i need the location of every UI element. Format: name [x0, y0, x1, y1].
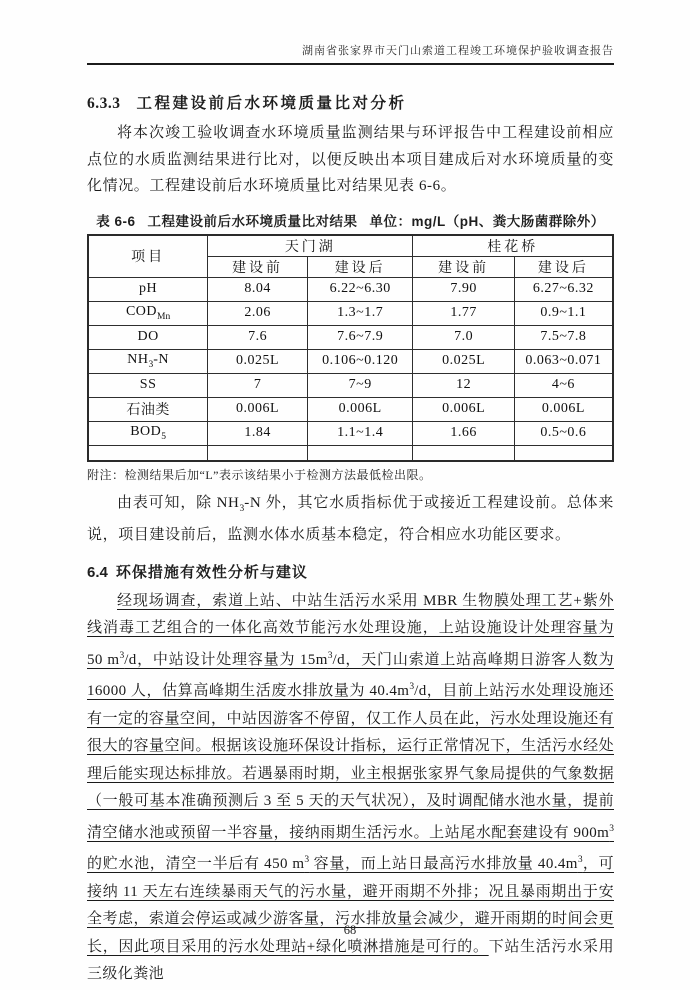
table-cell-value: 1.66 [413, 421, 514, 445]
table-cell-value: 7.6~7.9 [307, 325, 413, 349]
table-cell-item: DO [88, 325, 208, 349]
table-cell-value [413, 445, 514, 461]
table-cell-item: $NH_3-N$ [88, 349, 208, 373]
section-number: 6.4 [87, 563, 108, 581]
table-cell-value: 7.6 [208, 325, 308, 349]
table-cell-value: 7.5~7.8 [514, 325, 613, 349]
section-heading-6-4 [87, 561, 614, 582]
table-cell-value [514, 445, 613, 461]
table-cell-value: 1.84 [208, 421, 308, 445]
table-row [88, 421, 613, 445]
table-row [88, 373, 613, 397]
comparison-table-body [88, 277, 613, 461]
measures-paragraph: 经现场调查，索道上站、中站生活污水采用 MBR 生物膜处理工艺+紫外线消毒工艺组合的一体化高效节能污水处理设施，上站设施设计处理容量为 50 $m^3/d$，中站设计处理容量为 $15m^3/d$，天门山索道上站高峰期日游客人数为 16000 人，估算高峰期生活废水排放量为 $40.4m^3/d$，目前上站污水处理设施还有一定的容量空间，中站因游客不停留，仅工作人员在此，污水处理设施还有很大的容量空间。根据该设施环保设计指标，运行正常情况下，生活污水经处理后能实现达标排放。若遇暴雨时期，业主根据张家界气象局提供的气象数据（一般可基本准确预测后 3 至 5 天的天气状况），及时调配储水池水量，提前清空储水池或预留一半容量，接纳雨期生活污水。上站尾水配套建设有 $900m^3$ 的贮水池，清空一半后有 450 $m^3$ 容量，而上站日最高污水排放量 $40.4m^3$，可接纳 11 天左右连续暴雨天气的污水量，避开雨期不外排；况且暴雨期出于安全考虑，索道会停运或减少游客量，污水排放量会减少，避开雨期的时间会更长，因此项目采用的污水处理站+绿化喷淋措施是可行的。下站生活污水采用三级化粪池 [87, 592, 614, 982]
header-cell-item: 项目 [88, 235, 208, 278]
table-cell-value: 0.025L [208, 349, 308, 373]
table-cell-item [88, 445, 208, 461]
table-row [88, 301, 613, 325]
table-cell-item: $COD_{Mn}$ [88, 301, 208, 325]
table-row [88, 445, 613, 461]
table-cell-value [208, 445, 308, 461]
table-cell-item: SS [88, 373, 208, 397]
table-cell-value: 0.025L [413, 349, 514, 373]
section-title: 工程建设前后水环境质量比对分析 [136, 95, 407, 112]
table-caption-title: 工程建设前后水环境质量比对结果 [147, 213, 358, 229]
page-number: 68 [343, 923, 357, 937]
header-cell-site-tianmen-lake: 天门湖 [208, 235, 413, 257]
table-cell-item: 石油类 [88, 397, 208, 421]
table-cell-value: 1.1~1.4 [307, 421, 413, 445]
table-cell-value: 0.006L [208, 397, 308, 421]
table-caption-label: 表 6-6 [96, 213, 136, 229]
section-title: 环保措施有效性分析与建议 [115, 563, 308, 581]
table-cell-value: 8.04 [208, 277, 308, 301]
table-cell-value: 7 [208, 373, 308, 397]
table-cell-value: 0.106~0.120 [307, 349, 413, 373]
water-quality-comparison-table [87, 234, 614, 462]
table-cell-value: 12 [413, 373, 514, 397]
table-cell-value: 0.9~1.1 [514, 301, 613, 325]
section-number: 6.3.3 [87, 95, 121, 112]
table-header-row-sites [88, 235, 613, 257]
conclusion-paragraph: 由表可知，除 $NH_3-N$ 外，其它水质指标优于或接近工程建设前。总体来说，项目建设前后，监测水体水质基本稳定，符合相应水功能区要求。 [87, 494, 614, 543]
table-cell-value: 0.006L [307, 397, 413, 421]
table-cell-value: 2.06 [208, 301, 308, 325]
table-cell-value [307, 445, 413, 461]
table-row [88, 397, 613, 421]
table-row [88, 277, 613, 301]
table-cell-value: 0.063~0.071 [514, 349, 613, 373]
table-cell-value: 6.22~6.30 [307, 277, 413, 301]
intro-paragraph: 将本次竣工验收调查水环境质量监测结果与环评报告中工程建设前相应点位的水质监测结果进行比对，以便反映出本项目建成后对水环境质量的变化情况。工程建设前后水环境质量比对结果见表 6-6。 [87, 125, 614, 194]
table-cell-value: 1.77 [413, 301, 514, 325]
table-cell-value: 7.0 [413, 325, 514, 349]
header-cell-after-2: 建设后 [514, 256, 613, 277]
header-cell-before-2: 建设前 [413, 256, 514, 277]
table-cell-value: 7.90 [413, 277, 514, 301]
table-cell-value: 1.3~1.7 [307, 301, 413, 325]
running-header [87, 42, 614, 65]
header-cell-after-1: 建设后 [307, 256, 413, 277]
table-cell-value: 0.5~0.6 [514, 421, 613, 445]
header-cell-site-guihua-bridge: 桂花桥 [413, 235, 613, 257]
table-row [88, 325, 613, 349]
table-footnote: 附注：检测结果后加“L”表示该结果小于检测方法最低检出限。 [87, 467, 432, 482]
section-heading-6-3-3 [87, 91, 614, 113]
table-cell-value: 0.006L [413, 397, 514, 421]
table-cell-value: 0.006L [514, 397, 613, 421]
table-cell-item: $BOD_5$ [88, 421, 208, 445]
table-row [88, 349, 613, 373]
table-caption [87, 210, 614, 230]
table-cell-item: pH [88, 277, 208, 301]
table-caption-unit: 单位：mg/L（pH、粪大肠菌群除外） [369, 213, 605, 229]
running-header-title: 湖南省张家界市天门山索道工程竣工环境保护验收调查报告 [302, 45, 614, 57]
table-cell-value: 4~6 [514, 373, 613, 397]
header-cell-before-1: 建设前 [208, 256, 308, 277]
table-cell-value: 6.27~6.32 [514, 277, 613, 301]
table-cell-value: 7~9 [307, 373, 413, 397]
